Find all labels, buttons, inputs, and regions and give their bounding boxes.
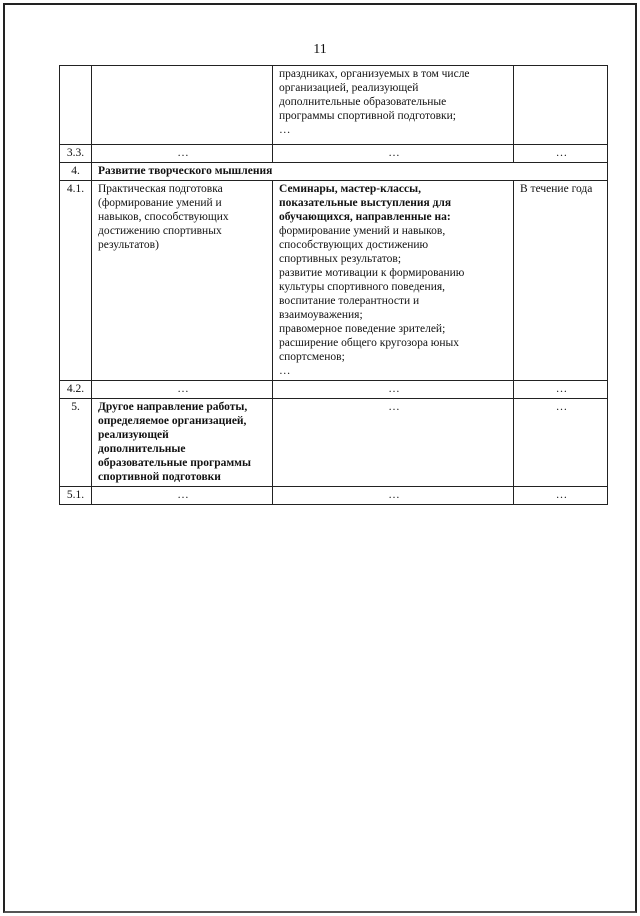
cell-activity bbox=[92, 181, 273, 381]
event-heading-line: показательные выступления для bbox=[279, 197, 452, 209]
table-row-continuation bbox=[60, 66, 608, 145]
event-line: дополнительные образовательные bbox=[279, 96, 447, 108]
activity-line: определяемое организацией, bbox=[98, 415, 247, 427]
activity-line: Практическая подготовка bbox=[98, 183, 223, 195]
cell-event: … bbox=[273, 381, 514, 399]
event-line: формирование умений и навыков, bbox=[279, 225, 446, 237]
event-line: расширение общего кругозора юных bbox=[279, 337, 460, 349]
cell-number: 5.1. bbox=[60, 487, 92, 505]
event-line: правомерное поведение зрителей; bbox=[279, 323, 446, 335]
event-line: развитие мотивации к формированию bbox=[279, 267, 465, 279]
cell-number: 4.1. bbox=[60, 181, 92, 381]
cell-number: 3.3. bbox=[60, 145, 92, 163]
activity-line: образовательные программы bbox=[98, 457, 251, 469]
event-heading-line: Семинары, мастер-классы, bbox=[279, 183, 421, 195]
table-row-3-3 bbox=[60, 145, 608, 163]
activity-line: реализующей bbox=[98, 429, 169, 441]
event-line: культуры спортивного поведения, bbox=[279, 281, 446, 293]
page-number: 11 bbox=[313, 42, 327, 57]
cell-number bbox=[60, 66, 92, 145]
event-line: спортивных результатов; bbox=[279, 253, 402, 265]
cell-event: … bbox=[273, 145, 514, 163]
cell-date: … bbox=[514, 381, 608, 399]
cell-date: … bbox=[514, 487, 608, 505]
cell-event bbox=[273, 66, 514, 145]
cell-activity: … bbox=[92, 381, 273, 399]
event-line: воспитание толерантности и bbox=[279, 295, 420, 307]
activity-line: достижению спортивных bbox=[98, 225, 222, 237]
event-line: взаимоуважения; bbox=[279, 309, 363, 321]
event-line: праздниках, организуемых в том числе bbox=[279, 68, 470, 80]
activity-line: Другое направление работы, bbox=[98, 401, 248, 413]
cell-event bbox=[273, 181, 514, 381]
event-line: спортсменов; bbox=[279, 351, 345, 363]
cell-date: В течение года bbox=[514, 181, 608, 381]
event-line: … bbox=[279, 365, 291, 377]
activity-line: спортивной подготовки bbox=[98, 471, 221, 483]
table-row-section-4 bbox=[60, 163, 608, 181]
plan-table bbox=[59, 65, 608, 505]
cell-date bbox=[514, 66, 608, 145]
event-line: организацией, реализующей bbox=[279, 82, 419, 94]
cell-activity: … bbox=[92, 487, 273, 505]
cell-number: 4.2. bbox=[60, 381, 92, 399]
event-line: способствующих достижению bbox=[279, 239, 429, 251]
table-row-4-2 bbox=[60, 381, 608, 399]
cell-activity: … bbox=[92, 145, 273, 163]
cell-event: … bbox=[273, 487, 514, 505]
activity-line: (формирование умений и bbox=[98, 197, 222, 209]
cell-activity bbox=[92, 66, 273, 145]
event-line: программы спортивной подготовки; bbox=[279, 110, 456, 122]
cell-activity bbox=[92, 399, 273, 487]
section-title: Развитие творческого мышления bbox=[92, 163, 608, 181]
table-row-4-1 bbox=[60, 181, 608, 381]
activity-line: дополнительные bbox=[98, 443, 186, 455]
cell-number: 4. bbox=[60, 163, 92, 181]
event-line: … bbox=[279, 124, 291, 136]
cell-event: … bbox=[273, 399, 514, 487]
cell-date: … bbox=[514, 145, 608, 163]
cell-date: … bbox=[514, 399, 608, 487]
activity-line: навыков, способствующих bbox=[98, 211, 229, 223]
activity-line: результатов) bbox=[98, 239, 159, 251]
table-row-section-5 bbox=[60, 399, 608, 487]
event-heading-line: обучающихся, направленные на: bbox=[279, 211, 451, 223]
table-row-5-1 bbox=[60, 487, 608, 505]
cell-number: 5. bbox=[60, 399, 92, 487]
